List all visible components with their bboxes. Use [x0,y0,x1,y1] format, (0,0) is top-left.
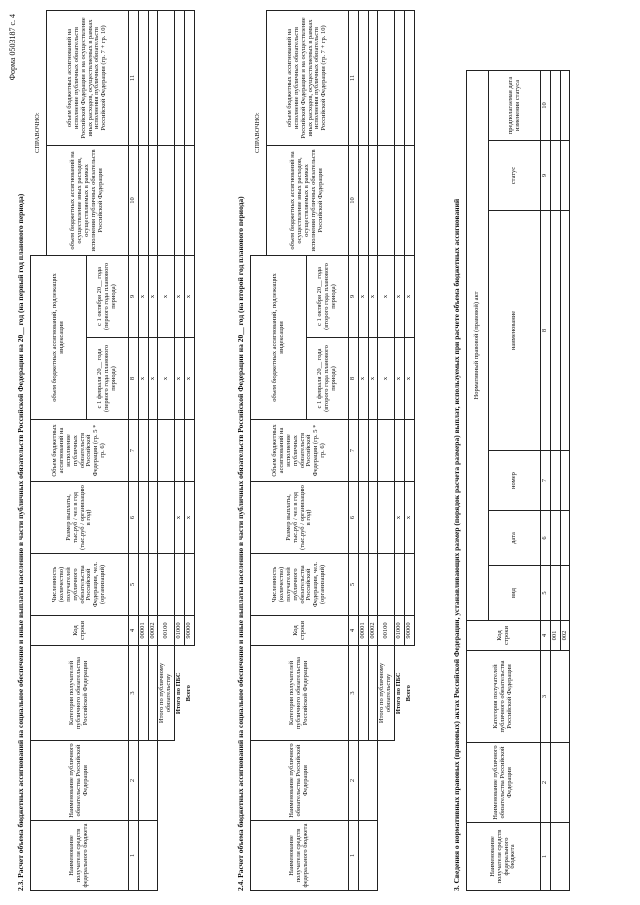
hdr-row-code: Код строки [31,616,129,646]
col-num: 6 [349,482,359,554]
col-num: 8 [349,338,359,420]
col-num: 9 [541,141,551,211]
hdr-recipient: Наименование получателя средств федерального бюджета [467,823,541,891]
hdr-act-type: вид [489,566,541,621]
col-num: 11 [349,10,359,145]
section-2-4-title: 2.4. Расчет объема бюджетных ассигнований на социальное обеспечение и иные выплаты населению в части публичных обязательств Российской Федерации на 20__ год (на второй год планового периода) [236,196,245,891]
form-number: Форма 0503187 с. 4 [8,14,17,81]
hdr-indexation: объем бюджетных ассигнований, подлежащих индексации [31,255,87,419]
table-row: 00002 x x [368,10,378,890]
col-num: 3 [129,646,139,741]
col-num: 2 [349,741,359,821]
total-row: Всего 90000 x x x [184,10,194,890]
col-num: 4 [129,616,139,646]
total-row: Итого по публичному обязательству 00100 x x [158,10,175,890]
col-num: 11 [129,10,139,145]
section-2-3-title: 2.3. Расчет объема бюджетных ассигнований на социальное обеспечение и иные выплаты населению в части публичных обязательств Российской Федерации на 20__ год (на первый год планового периода) [16,193,25,891]
col-num: 1 [349,821,359,891]
col-num: 1 [129,821,139,891]
col-num: 9 [129,255,139,337]
hdr-category: Категория получателей публичного обязательства Российской Федерации [31,646,129,741]
hdr-feb: с 1 февраля 20__ года (второго года планового периода) [307,338,349,420]
hdr-volume: Объем бюджетных ассигнований на исполнение публичных обязательств Российской Федерации (гр. 5 * гр. 6) [31,420,129,482]
table-2-4 [250,10,415,891]
total-row: Всего 90000 x x x [404,10,414,890]
hdr-volume: Объем бюджетных ассигнований на исполнение публичных обязательств Российской Федерации (гр. 5 * гр. 6) [251,420,349,482]
hdr-reference: СПРАВОЧНО: [33,112,41,154]
table-3 [466,70,570,891]
table-row: 001 [550,70,560,890]
col-num: 2 [129,741,139,821]
hdr-obligation: Наименование публичного обязательства Российской Федерации [31,741,129,821]
col-num: 4 [349,616,359,646]
hdr-act-number: номер [489,451,541,511]
table-row: 002 [560,70,570,890]
col-num: 10 [129,145,139,255]
hdr-other-expenses: объем бюджетных ассигнований на осуществление иных расходов, осуществляемых в рамках исполнения публичных обязательств Российской Федерации [267,145,349,255]
hdr-indexation: объем бюджетных ассигнований, подлежащих индексации [251,255,307,419]
hdr-payment: Размер выплаты, тыс.руб / чел в год (тыс.руб / организацию в год) [251,482,349,554]
hdr-recipient: Наименование получателя средств федерального бюджета [31,821,129,891]
hdr-total-expenses: объем бюджетных ассигнований на исполнение публичных обязательств Российской Федерации и на осуществление иных расходов, осуществляемых в рамках исполнения публичных обязательств Российской Федерации (гр. 7 + гр. 10) [267,10,349,145]
table-row: 00001 x x [358,10,368,890]
total-row: Итого по ПБС 01000 x x x [395,10,405,890]
hdr-payment: Размер выплаты, тыс.руб / чел в год (тыс.руб / организацию в год) [31,482,129,554]
total-row: Итого по публичному обязательству 00100 x x [378,10,395,890]
section-3-title: 3. Сведения о нормативных правовых (правовых) актах Российской Федерации, устанавливающих размер (порядок расчета размера) выплат, используемых при расчете объема бюджетных ассигнований [452,198,461,891]
col-num: 8 [541,211,551,451]
hdr-category: Категория получателей публичного обязательства Российской Федерации [251,646,349,741]
col-num: 4 [541,621,551,651]
col-num: 7 [129,420,139,482]
hdr-obligation: Наименование публичного обязательства Российской Федерации [467,743,541,823]
col-num: 3 [541,651,551,743]
table-row: 00002 x x [148,10,158,890]
hdr-legal-act: Нормативный правовой (правовой) акт [467,70,489,620]
hdr-oct: с 1 октября 20__ года (второго года планового периода) [307,255,349,337]
col-num: 5 [129,554,139,616]
col-num: 6 [541,511,551,566]
hdr-count: Численность (количество) получателей публичного обязательства Российской Федерации, чел. (организаций) [31,554,129,616]
hdr-obligation: Наименование публичного обязательства Российской Федерации [251,741,349,821]
total-row: Итого по ПБС 01000 x x x [175,10,185,890]
col-num: 2 [541,743,551,823]
col-num: 3 [349,646,359,741]
col-num: 7 [349,420,359,482]
hdr-count: Численность (количество) получателей публичного обязательства Российской Федерации, чел. (организаций) [251,554,349,616]
col-num: 7 [541,451,551,511]
hdr-status-change-date: предполагаемая дата изменения статуса [489,70,541,140]
col-num: 10 [541,70,551,140]
hdr-reference: СПРАВОЧНО: [253,112,261,154]
hdr-other-expenses: объем бюджетных ассигнований на осуществление иных расходов, осуществляемых в рамках исполнения публичных обязательств Российской Федерации [47,145,129,255]
hdr-recipient: Наименование получателя средств федерального бюджета [251,821,349,891]
col-num: 10 [349,145,359,255]
hdr-total-expenses: объем бюджетных ассигнований на исполнение публичных обязательств Российской Федерации и на осуществление иных расходов, осуществляемых в рамках исполнения публичных обязательств Российской Федерации (гр. 7 + гр. 10) [47,10,129,145]
col-num: 1 [541,823,551,891]
hdr-feb: с 1 февраля 20__ года (первого года планового периода) [87,338,129,420]
table-2-3 [30,10,195,891]
hdr-row-code: Код строки [467,621,541,651]
col-num: 8 [129,338,139,420]
col-num: 5 [541,566,551,621]
hdr-act-name: наименование [489,211,541,451]
col-num: 9 [349,255,359,337]
hdr-category: Категория получателей публичного обязательства Российской Федерации [467,651,541,743]
hdr-row-code: Код строки [251,616,349,646]
col-num: 6 [129,482,139,554]
hdr-act-status: статус [489,141,541,211]
hdr-oct: с 1 октября 20__ года (первого года планового периода) [87,255,129,337]
table-row: 00001 x x [138,10,148,890]
hdr-act-date: дата [489,511,541,566]
col-num: 5 [349,554,359,616]
